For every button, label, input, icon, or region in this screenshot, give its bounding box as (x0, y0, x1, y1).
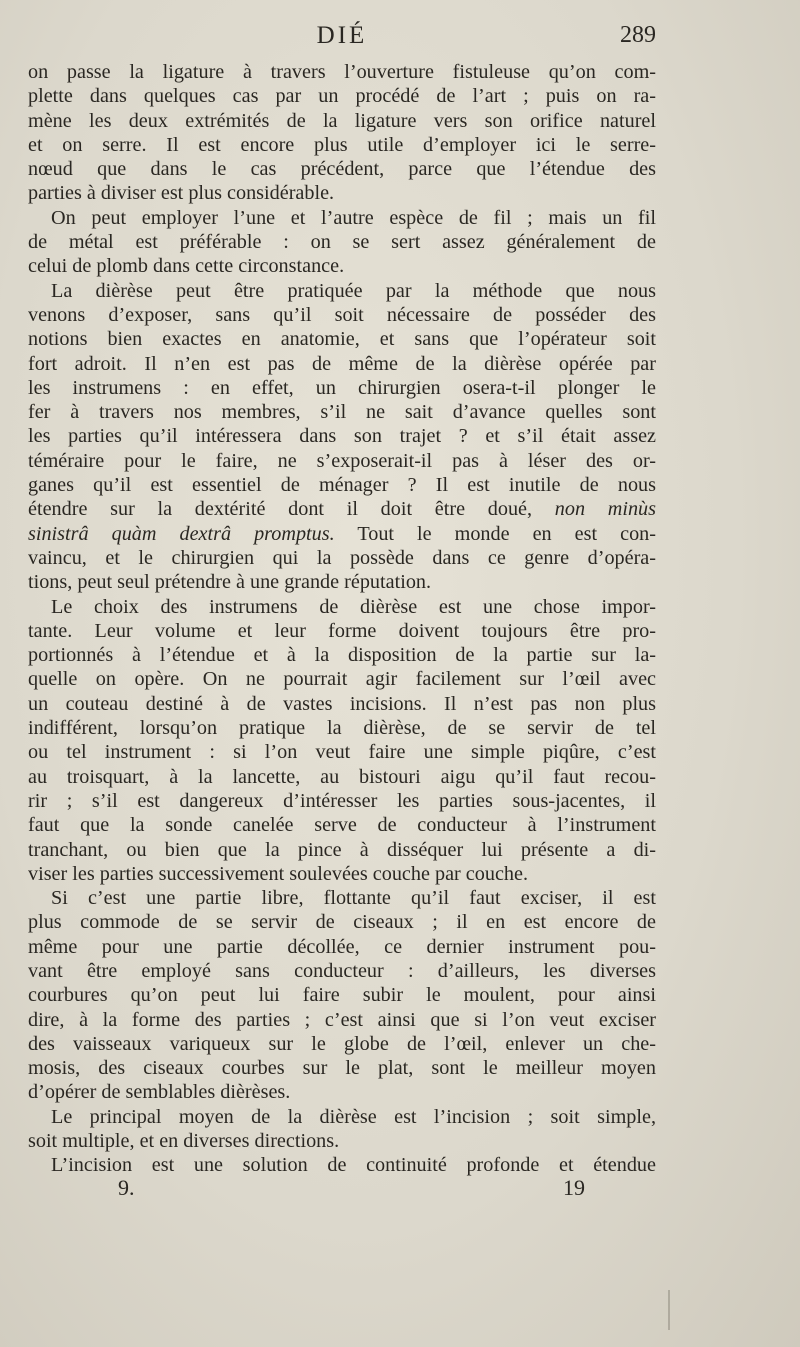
text-line: portionnés à l’étendue et à la disposition de la partie sur la- (28, 644, 656, 667)
text-segment: étendre sur la dextérité dont il doit être doué, (28, 498, 533, 521)
text-line: celui de plomb dans cette circonstance. (28, 255, 345, 278)
text-line: tante. Leur volume et leur forme doivent toujours être pro- (28, 619, 656, 642)
text-line: et on serre. Il est encore plus utile d’employer ici le serre- (28, 133, 656, 156)
text-line: La dièrèse peut être pratiquée par la méthode que nous (51, 279, 656, 302)
paragraph (28, 886, 656, 1105)
paragraph (28, 279, 656, 595)
text-line: notions bien exactes en anatomie, et sans que l’opérateur soit (28, 328, 656, 351)
text-line: mosis, des ciseaux courbes sur le plat, sont le meilleur moyen (28, 1057, 656, 1080)
paragraph (28, 206, 656, 279)
text-line: mène les deux extrémités de la ligature vers son orifice naturel (28, 109, 656, 132)
text-line: faut que la sonde canelée serve de conducteur à l’instrument (28, 814, 656, 837)
text-line: au troisquart, à la lancette, au bistouri aigu qu’il faut recou- (28, 765, 656, 788)
gathering-number: 19 (563, 1175, 585, 1200)
text-line: même pour une partie décollée, ce dernier instrument pou- (28, 935, 656, 958)
text-line: ou tel instrument : si l’on veut faire une simple piqûre, c’est (28, 741, 656, 764)
text-line (28, 497, 656, 521)
latin-quote: non minùs (554, 498, 657, 521)
text-line: fer à travers nos membres, s’il ne sait d’avance quelles sont (28, 401, 656, 424)
page-number: 289 (620, 22, 656, 48)
text-line: plette dans quelques cas par un procédé de l’art ; puis on ra- (28, 85, 656, 108)
paper-edge-mark (668, 1290, 670, 1330)
body-text (28, 60, 656, 1178)
text-line: L’incision est une solution de continuité profonde et étendue (51, 1154, 656, 1177)
page-header (28, 22, 656, 58)
text-line: nœud que dans le cas précédent, parce que l’étendue des (28, 158, 656, 181)
paragraph (28, 1105, 656, 1154)
text-line: on passe la ligature à travers l’ouverture fistuleuse qu’on com- (28, 61, 656, 83)
text-line: On peut employer l’une et l’autre espèce de fil ; mais un fil (51, 206, 656, 229)
text-line: tions, peut seul prétendre à une grande réputation. (28, 571, 432, 594)
running-head: DIÉ (316, 22, 368, 49)
text-line: fort adroit. Il n’en est pas de même de la dièrèse opérée par (28, 352, 656, 375)
text-line: courbures qu’on peut lui faire subir le moulent, pour ainsi (28, 984, 656, 1007)
text-line: téméraire pour le faire, ne s’exposerait-il pas à léser des or- (28, 449, 656, 472)
page-footer (28, 1175, 656, 1205)
text-line: les parties qu’il intéressera dans son trajet ? et s’il était assez (28, 425, 656, 448)
paragraph (28, 60, 656, 206)
text-line: d’opérer de semblables dièrèses. (28, 1081, 291, 1104)
text-line: venons d’exposer, sans qu’il soit nécessaire de posséder des (28, 303, 656, 326)
text-line: les instrumens : en effet, un chirurgien osera-t-il plonger le (28, 376, 656, 399)
text-line: soit multiple, et en diverses directions. (28, 1130, 340, 1153)
text-segment: Tout le monde en est con- (357, 522, 656, 545)
text-line: quelle on opère. On ne pourrait agir facilement sur l’œil avec (28, 668, 656, 691)
text-line: ganes qu’il est essentiel de ménager ? Il est inutile de nous (28, 474, 656, 497)
text-line: parties à diviser est plus considérable. (28, 182, 335, 205)
text-line: dire, à la forme des parties ; c’est ainsi que si l’on veut exciser (28, 1008, 656, 1031)
text-line: Le principal moyen de la dièrèse est l’incision ; soit simple, (51, 1105, 656, 1128)
signature-mark: 9. (118, 1175, 135, 1200)
paragraph (28, 595, 656, 887)
text-line: vant être employé sans conducteur : d’ailleurs, les diverses (28, 959, 656, 982)
text-line: Le choix des instrumens de dièrèse est une chose impor- (51, 595, 656, 618)
text-line: tranchant, ou bien que la pince à disséquer lui présente a di- (28, 838, 656, 861)
latin-quote: sinistrâ quàm dextrâ promptus. (28, 522, 335, 545)
text-line: Si c’est une partie libre, flottante qu’il faut exciser, il est (51, 887, 656, 910)
text-line: rir ; s’il est dangereux d’intéresser les parties sous-jacentes, il (28, 789, 656, 812)
text-line (28, 522, 656, 546)
text-line: des vaisseaux variqueux sur le globe de l’œil, enlever un che- (28, 1032, 656, 1055)
text-line: indifférent, lorsqu’on pratique la dièrèse, de se servir de tel (28, 717, 656, 740)
text-line: plus commode de se servir de ciseaux ; il en est encore de (28, 911, 656, 934)
text-line: de métal est préférable : on se sert assez généralement de (28, 231, 656, 254)
paragraph (28, 1153, 656, 1177)
text-line: vaincu, et le chirurgien qui la possède dans ce genre d’opéra- (28, 546, 656, 569)
text-line: viser les parties successivement soulevées couche par couche. (28, 862, 529, 885)
text-line: un couteau destiné à de vastes incisions. Il n’est pas non plus (28, 692, 656, 715)
